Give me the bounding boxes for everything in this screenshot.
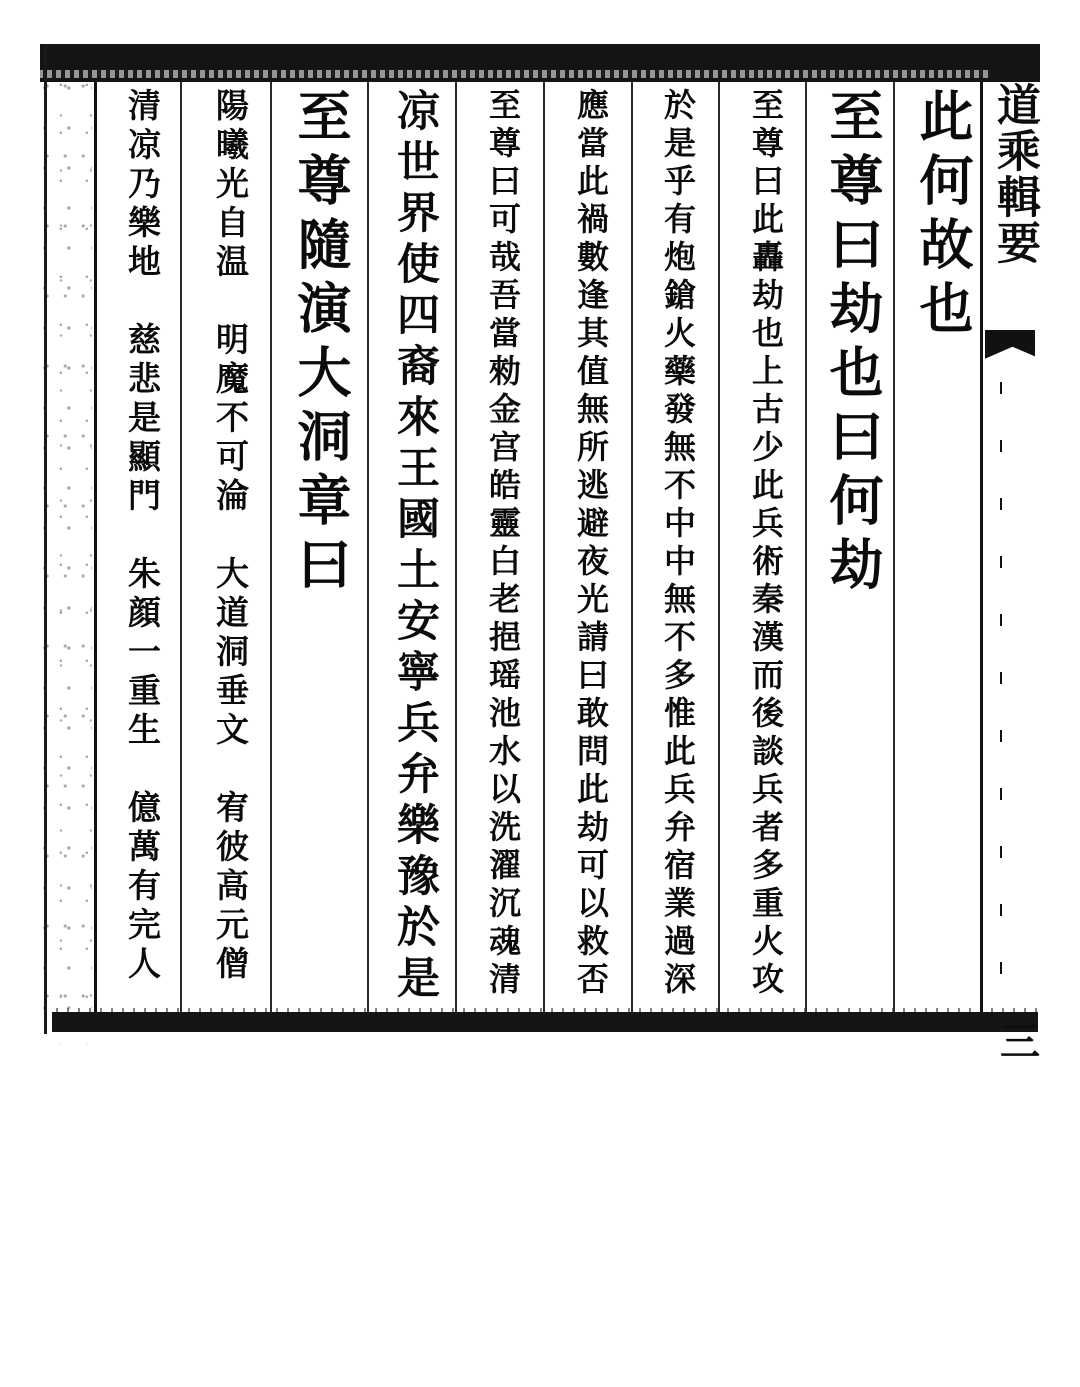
page-number: 三 xyxy=(1000,1018,1040,1065)
column-rule xyxy=(543,82,545,1012)
page-edge-noise xyxy=(40,44,92,1044)
text-column-5: 應當此禍數逢其值無所逃避夜光請曰敢問此劫可以救否 xyxy=(572,88,610,1000)
fishtail-mark xyxy=(985,330,1035,378)
column-rule xyxy=(718,82,720,1012)
column-rule xyxy=(455,82,457,1012)
bottom-border xyxy=(52,1012,1038,1032)
book-title: 道乘輯要 xyxy=(989,82,1040,266)
column-rule xyxy=(805,82,807,1012)
top-border-texture xyxy=(40,70,990,78)
text-column-8: 至尊隨演大洞章曰 xyxy=(289,88,353,600)
verse-column-1: 陽曦光自温 明魔不可淪 大道洞垂文 宥彼高元僧 xyxy=(211,88,250,985)
column-rule xyxy=(94,82,97,1012)
column-rule xyxy=(367,82,369,1012)
column-rule xyxy=(180,82,182,1012)
column-rule xyxy=(270,82,272,1012)
column-rule xyxy=(631,82,633,1012)
left-border xyxy=(44,44,47,1034)
text-column-2: 至尊曰劫也曰何劫 xyxy=(821,88,885,600)
text-column-4: 於是乎有炮鎗火藥發無不中中無不多惟此兵弁宿業過深 xyxy=(659,88,697,1000)
text-column-3: 至尊曰此轟劫也上古少此兵術秦漢而後談兵者多重火攻 xyxy=(747,88,785,1000)
column-rule xyxy=(893,82,895,1012)
margin-dashes xyxy=(1000,382,1002,982)
text-column-6: 至尊曰可哉吾當勑金宫皓靈白老挹瑶池水以洗濯沉魂清 xyxy=(484,88,522,1000)
text-column-7: 凉世界使四裔來王國土安寧兵弁樂豫於是 xyxy=(390,88,440,1006)
text-column-1: 此何故也 xyxy=(911,88,975,344)
verse-column-2: 清凉乃樂地 慈悲是顯門 朱顔一重生 億萬有完人 xyxy=(123,88,162,985)
